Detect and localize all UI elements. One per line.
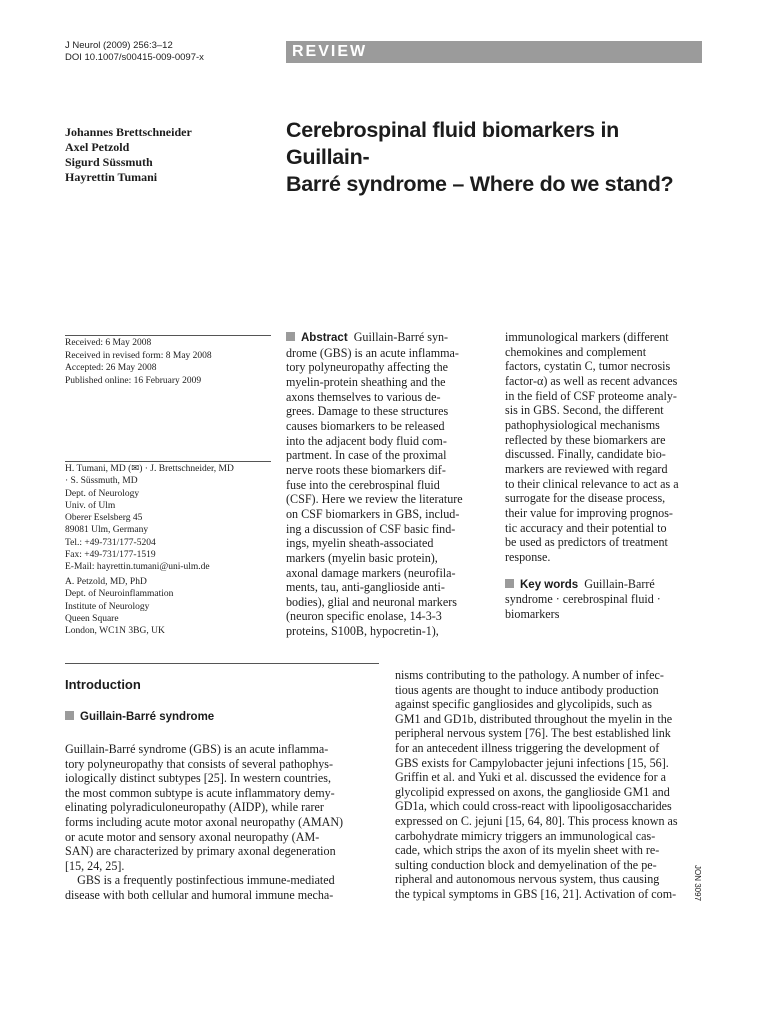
text-line: tory polyneuropathy affecting the: [286, 360, 448, 375]
body-column-2: [395, 668, 705, 902]
square-bullet-icon: [505, 579, 514, 588]
text-line: ripheral and autonomous nervous system, thus causing: [395, 872, 660, 887]
text-line: ings, myelin sheath-associated: [286, 536, 434, 551]
text-line: pathophysiological mechanisms: [505, 417, 660, 432]
text-line: sis in GBS. Second, the different: [505, 403, 664, 418]
address-line: H. Tumani, MD (✉) · J. Brettschneider, MD: [65, 464, 234, 474]
abstract-column-2: [505, 330, 705, 621]
date-line: Published online: 16 February 2009: [65, 375, 202, 386]
text-line: to their clinical relevance to act as a: [505, 476, 679, 491]
author: Johannes Brettschneider: [65, 125, 192, 139]
text-line: axonal damage markers (neurofila-: [286, 565, 456, 580]
address-line: A. Petzold, MD, PhD: [65, 577, 147, 587]
text-line: Griffin et al. and Yuki et al. discussed the evidence for a: [395, 770, 667, 785]
text-line: markers (myelin basic protein),: [286, 550, 438, 565]
text-line: the most common subtype is acute inflammatory demy-: [65, 785, 335, 800]
address-line: Fax: +49-731/177-1519: [65, 550, 156, 561]
side-code: JON 3097: [693, 865, 702, 902]
text-line: proteins, S100B, hypocretin-1),: [286, 624, 439, 639]
text-line: forms including acute motor axonal neuropathy (AMAN): [65, 814, 344, 829]
text-line: sulting conduction block and demyelination of the pe-: [395, 857, 657, 872]
text-line: elinating polyradiculoneuropathy (AIDP), while rarer: [65, 800, 324, 815]
text-line: factor-α) as well as recent advances: [505, 373, 678, 388]
text-line: GBS exists for Campylobacter jejuni infections [15, 56].: [395, 755, 669, 770]
text-line: nerve roots these biomarkers dif-: [286, 462, 446, 477]
text-line: (neuron specific enolase, 14-3-3: [286, 609, 442, 624]
keywords-lines: [505, 592, 705, 621]
abstract-lines: [286, 346, 486, 639]
address-line: · S. Süssmuth, MD: [65, 476, 138, 487]
text-line: or acute motor and sensory axonal neuropathy (AM-: [65, 829, 320, 844]
title-line: Barré syndrome – Where do we stand?: [286, 172, 674, 196]
text-line: against specific gangliosides and glycolipids, such as: [395, 697, 652, 712]
text-line: markers are reviewed with regard: [505, 461, 668, 476]
text-line: drome (GBS) is an acute inflamma-: [286, 345, 459, 360]
text-line: syndrome · cerebrospinal fluid ·: [505, 592, 661, 607]
text-line: on CSF biomarkers in GBS, includ-: [286, 506, 460, 521]
title-line: Cerebrospinal fluid biomarkers in Guillain-: [286, 118, 619, 169]
text-line: SAN) are characterized by primary axonal degeneration: [65, 844, 336, 859]
square-bullet-icon: [286, 332, 295, 341]
section-banner: [286, 41, 702, 63]
address-line: Queen Square: [65, 613, 119, 624]
text-line: response.: [505, 549, 551, 564]
text-line: immunological markers (different: [505, 330, 669, 344]
text-line: tic accuracy and their potential to: [505, 520, 667, 535]
text-line: tious agents are thought to induce antibody production: [395, 682, 659, 697]
second-address: [65, 576, 271, 637]
text-line: axons themselves to various de-: [286, 389, 441, 404]
text-line: into the adjacent body fluid com-: [286, 433, 447, 448]
subsection-title: Guillain-Barré syndrome: [80, 711, 215, 723]
text-line: expressed on C. jejuni [15, 64, 80]. This process known as: [395, 813, 678, 828]
text-line: reflected by these biomarkers are: [505, 432, 666, 447]
address-line: Institute of Neurology: [65, 601, 150, 612]
text-line: myelin-protein sheathing and the: [286, 374, 446, 389]
text-line: partment. In case of the proximal: [286, 448, 447, 463]
text-line: factors, cystatin C, tumor necrosis: [505, 359, 671, 374]
address-line: Dept. of Neuroinflammation: [65, 589, 174, 600]
text-line: discussed. Finally, candidate bio-: [505, 447, 666, 462]
text-line: peripheral nervous system [76]. The best established link: [395, 726, 671, 741]
square-bullet-icon: [65, 711, 74, 720]
email-line: E-Mail: hayrettin.tumani@uni-ulm.de: [65, 562, 210, 573]
text-line: their value for improving prognos-: [505, 505, 673, 520]
date-line: Accepted: 26 May 2008: [65, 363, 157, 373]
body-lines: [65, 742, 379, 903]
author: Axel Petzold: [65, 140, 130, 154]
text-line: chemokines and complement: [505, 344, 647, 359]
corresponding-address: [65, 461, 271, 574]
address-line: London, WC1N 3BG, UK: [65, 626, 165, 637]
author: Sigurd Süssmuth: [65, 155, 153, 169]
text-line: Guillain-Barré syndrome (GBS) is an acute inflamma-: [65, 742, 329, 756]
text-line: cade, which strips the axon of its myelin sheet with re-: [395, 843, 660, 858]
text-line: causes biomarkers to be released: [286, 418, 445, 433]
text-line: be used as predictors of treatment: [505, 535, 668, 550]
text-line: (CSF). Here we review the literature: [286, 492, 463, 507]
body-lines: [395, 668, 705, 902]
text-line: fuse into the cerebrospinal fluid: [286, 477, 440, 492]
address-line: Oberer Eselsberg 45: [65, 513, 143, 524]
author: Hayrettin Tumani: [65, 170, 158, 184]
section-divider: [65, 663, 379, 664]
date-line: Received: 6 May 2008: [65, 338, 152, 348]
article-title: [286, 117, 706, 198]
text-line: biomarkers: [505, 606, 560, 621]
text-line: GM1 and GD1b, distributed throughout the myelin in the: [395, 711, 673, 726]
keywords-label: Key words: [520, 578, 579, 591]
doi-line: DOI 10.1007/s00415-009-0097-x: [65, 52, 204, 63]
address-line: Univ. of Ulm: [65, 500, 116, 511]
journal-citation: [65, 40, 204, 64]
text-line: GBS is a frequently postinfectious immune-mediated: [65, 873, 335, 888]
section-label: REVIEW: [292, 43, 368, 60]
subsection-heading: [65, 711, 214, 723]
text-line: glycolipid expressed on axons, the ganglioside GM1 and: [395, 784, 670, 799]
abstract-line: Guillain-Barré syn-: [353, 330, 449, 344]
text-line: the typical symptoms in GBS [16, 21]. Activation of com-: [395, 886, 677, 901]
text-line: tory polyneuropathy that consists of several pathophys-: [65, 756, 334, 771]
introduction-heading: Introduction: [65, 677, 141, 692]
citation-line: J Neurol (2009) 256:3–12: [65, 40, 173, 51]
text-line: bodies), glial and neuronal markers: [286, 594, 457, 609]
abstract-label: Abstract: [301, 332, 348, 344]
keywords-line: Guillain-Barré: [584, 576, 655, 591]
body-column-1: [65, 742, 379, 903]
text-line: for an antecedent illness triggering the development of: [395, 740, 660, 755]
address-line: Dept. of Neurology: [65, 488, 140, 499]
text-line: [15, 24, 25].: [65, 858, 125, 873]
text-line: disease with both cellular and humoral immune mecha-: [65, 887, 334, 902]
text-line: grees. Damage to these structures: [286, 404, 449, 419]
text-line: in the field of CSF proteome analy-: [505, 388, 677, 403]
text-line: iologically distinct subtypes [25]. In western countries,: [65, 771, 332, 786]
text-line: ing a discussion of CSF basic find-: [286, 521, 456, 536]
author-list: [65, 125, 192, 185]
address-line: Tel.: +49-731/177-5204: [65, 537, 156, 548]
date-line: Received in revised form: 8 May 2008: [65, 350, 212, 361]
text-line: nisms contributing to the pathology. A number of infec-: [395, 668, 664, 682]
address-line: 89081 Ulm, Germany: [65, 525, 149, 536]
text-line: carbohydrate mimicry triggers an immunological cas-: [395, 828, 656, 843]
abstract-column-1: [286, 330, 486, 639]
text-line: GD1a, which could cross-react with lipooligosaccharides: [395, 799, 672, 814]
publication-dates: [65, 335, 271, 387]
text-line: surrogate for the disease process,: [505, 491, 666, 506]
abstract-lines: [505, 330, 705, 565]
text-line: ments, tau, anti-ganglioside anti-: [286, 580, 445, 595]
